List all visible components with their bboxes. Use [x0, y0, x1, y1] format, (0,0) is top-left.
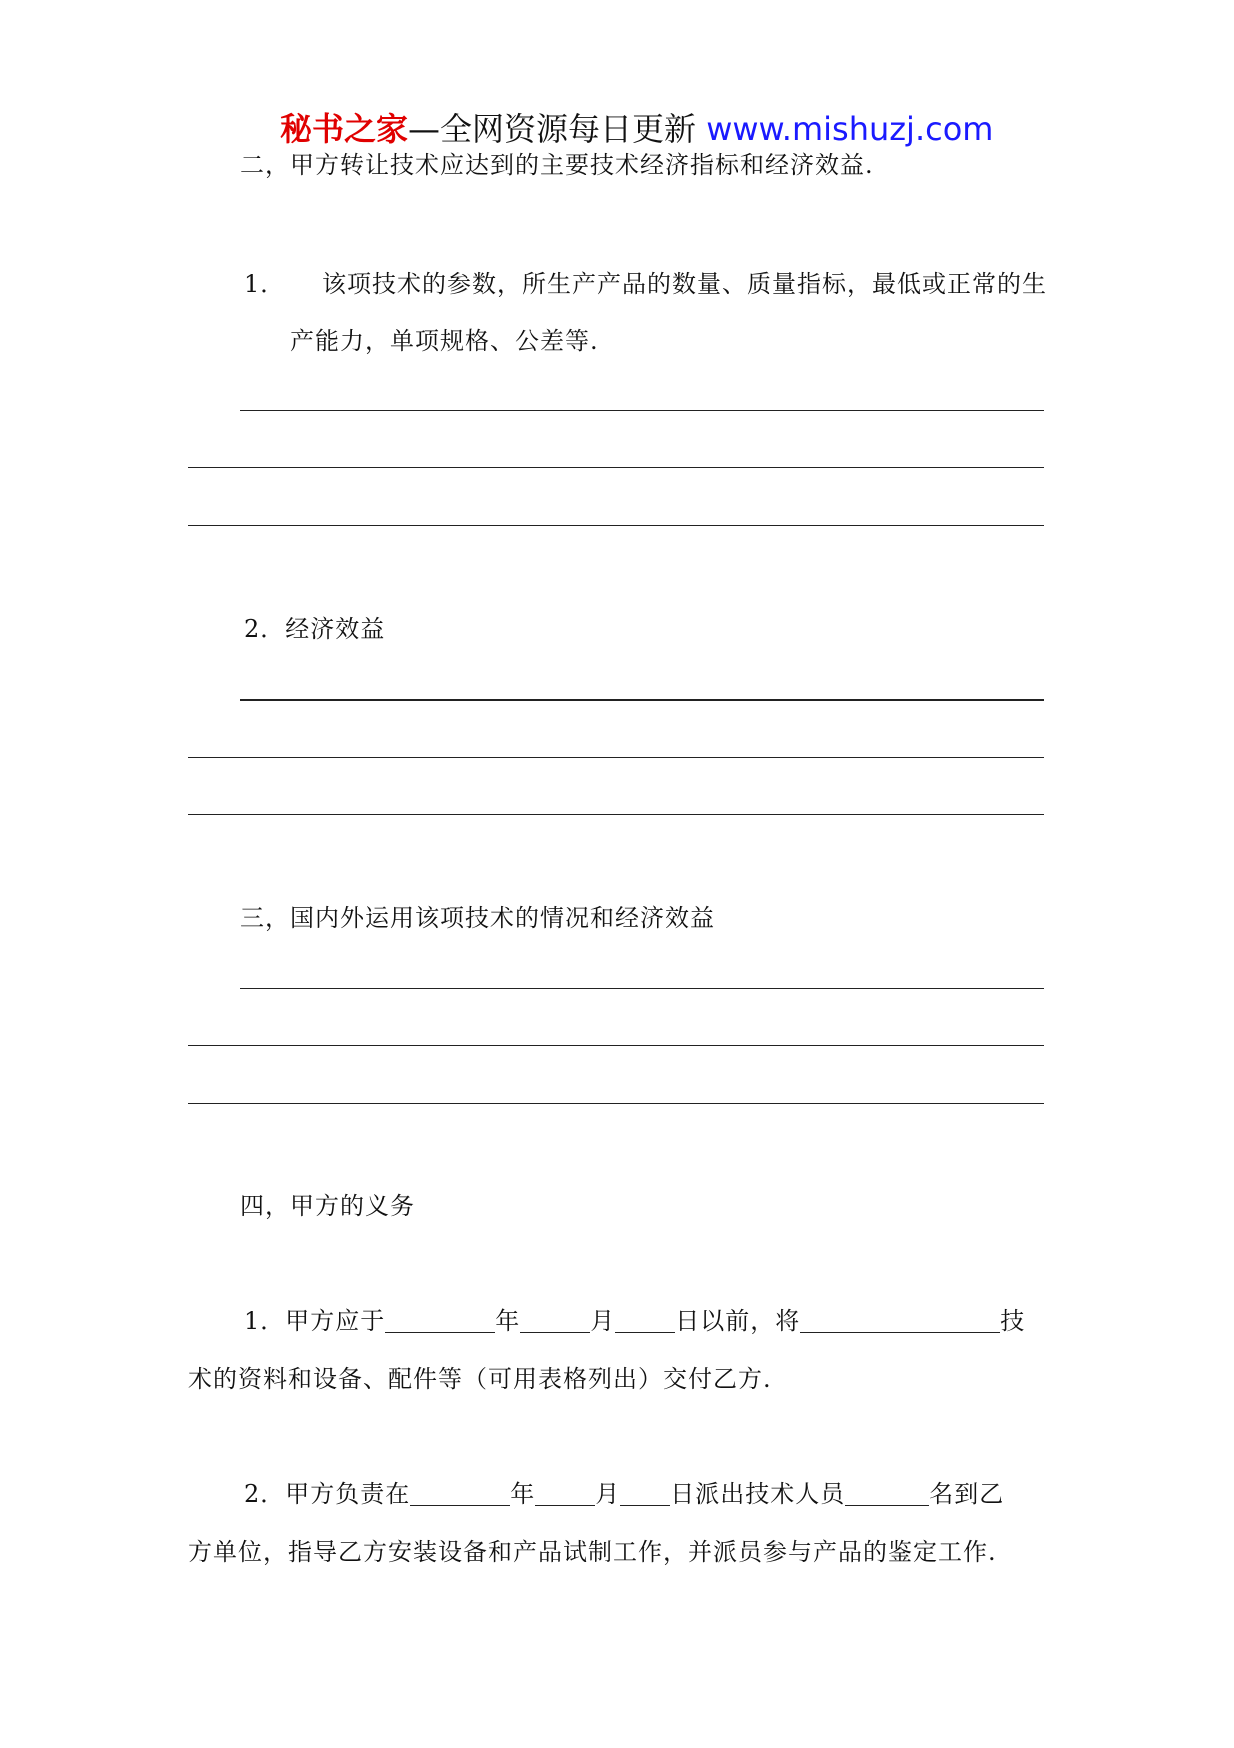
fill-in-line[interactable]	[188, 1045, 1044, 1046]
month-label: 月	[590, 1307, 616, 1335]
banner-dash: —	[408, 110, 441, 148]
item-1-prefix: 1．甲方应于	[244, 1307, 386, 1335]
section-2-heading: 二，甲方转让技术应达到的主要技术经济指标和经济效益.	[240, 151, 874, 179]
banner-tagline: 全网资源每日更新	[440, 110, 697, 148]
fill-in-line[interactable]	[188, 525, 1044, 526]
fill-in-line[interactable]	[240, 410, 1044, 411]
section-2-item-2: 2．经济效益	[244, 615, 386, 643]
section-4-heading: 四，甲方的义务	[240, 1192, 415, 1220]
section-3-heading: 三，国内外运用该项技术的情况和经济效益	[240, 904, 715, 932]
banner-url[interactable]: www.mishuzj.com	[706, 110, 994, 148]
item-1-line-end: 技	[1000, 1307, 1026, 1335]
fill-in-line[interactable]	[188, 467, 1044, 468]
section-2-item-1-line-1: 该项技术的参数，所生产产品的数量、质量指标，最低或正常的生	[322, 270, 1047, 298]
banner-brand: 秘书之家	[280, 110, 409, 148]
header-banner	[280, 104, 993, 150]
section-4-item-1-line-2: 术的资料和设备、配件等（可用表格列出）交付乙方.	[188, 1365, 772, 1393]
year-blank[interactable]	[410, 1481, 510, 1506]
fill-in-line[interactable]	[188, 814, 1044, 815]
section-4-item-2-line-2: 方单位，指导乙方安装设备和产品试制工作，并派员参与产品的鉴定工作.	[188, 1538, 997, 1566]
fill-in-line[interactable]	[240, 699, 1044, 701]
section-4-item-1-line-1	[244, 1306, 1025, 1336]
year-blank[interactable]	[385, 1308, 495, 1333]
fill-in-line[interactable]	[188, 757, 1044, 758]
staff-count-blank[interactable]	[845, 1481, 929, 1506]
item-2-prefix: 2．甲方负责在	[244, 1480, 411, 1508]
year-label: 年	[510, 1480, 536, 1508]
section-4-item-2-line-1	[244, 1479, 1004, 1509]
item-2-line-end: 名到乙	[929, 1480, 1005, 1508]
day-blank[interactable]	[615, 1308, 675, 1333]
month-blank[interactable]	[535, 1481, 595, 1506]
technology-name-blank[interactable]	[800, 1308, 1000, 1333]
section-2-item-1-number: 1．	[244, 270, 286, 298]
day-label: 日派出技术人员	[670, 1480, 846, 1508]
fill-in-line[interactable]	[188, 1103, 1044, 1104]
year-label: 年	[495, 1307, 521, 1335]
day-blank[interactable]	[620, 1481, 670, 1506]
fill-in-line[interactable]	[240, 988, 1044, 989]
month-blank[interactable]	[520, 1308, 590, 1333]
month-label: 月	[595, 1480, 621, 1508]
day-label: 日以前，将	[675, 1307, 801, 1335]
section-2-item-1-line-2: 产能力，单项规格、公差等.	[290, 327, 599, 355]
